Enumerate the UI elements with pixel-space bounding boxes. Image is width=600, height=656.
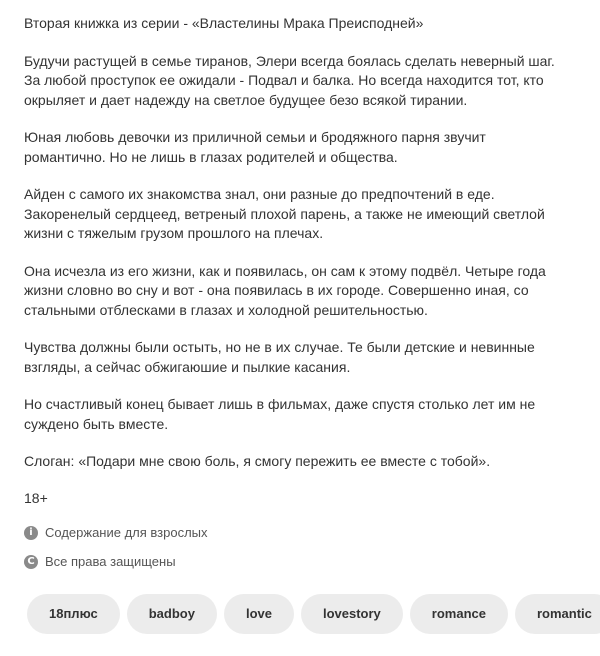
copyright-label: Все права защищены	[45, 554, 176, 569]
tag-romantic[interactable]: romantic	[515, 594, 600, 634]
tag-lovestory[interactable]: lovestory	[301, 594, 403, 634]
slogan: Слоган: «Подари мне свою боль, я смогу пережить ее вместе с тобой».	[24, 453, 491, 469]
tag-list	[27, 594, 600, 634]
tag-romance[interactable]: romance	[410, 594, 508, 634]
info-icon: i	[24, 526, 38, 540]
description-paragraph-3: Айден с самого их знакомства знал, они разные до предпочтений в еде. Закоренелый сердцеед, ветреный плохой парень, а также не имеющий светлой жизни с тяжелым грузом прошлого на плечах.	[24, 186, 545, 241]
description-paragraph-2: Юная любовь девочки из приличной семьи и бродяжного парня звучит романтично. Но не лишь в глазах родителей и общества.	[24, 129, 486, 165]
tag-badboy[interactable]: badboy	[127, 594, 217, 634]
series-intro: Вторая книжка из серии - «Властелины Мрака Преисподней»	[24, 15, 424, 31]
description-paragraph-1: Будучи растущей в семье тиранов, Элери всегда боялась сделать неверный шаг. За любой проступок ее ожидали - Подвал и балка. Но всегда находится тот, кто окрыляет и дает надежду на светлое будущее безо всякой тирании.	[24, 52, 555, 108]
adult-content-notice	[24, 523, 584, 543]
description-paragraph-5: Чувства должны были остыть, но не в их случае. Те были детские и невинные взгляды, а сейчас обжигаюшие и пылкие касания.	[24, 339, 535, 375]
tag-18plus[interactable]: 18плюс	[27, 594, 120, 634]
tag-love[interactable]: love	[224, 594, 294, 634]
copyright-notice	[24, 552, 584, 572]
book-description	[24, 14, 584, 572]
description-paragraph-6: Но счастливый конец бывает лишь в фильмах, даже спустя столько лет им не суждено быть вместе.	[24, 396, 536, 432]
copyright-icon: C	[24, 555, 38, 569]
adult-content-label: Содержание для взрослых	[45, 525, 208, 540]
description-paragraph-4: Она исчезла из его жизни, как и появилась, он сам к этому подвёл. Четыре года жизни словно во сну и вот - она появилась в их городе. Совершенно иная, со стальными отблесками в глазах и холодной решительностью.	[24, 262, 546, 318]
age-rating: 18+	[24, 489, 48, 506]
